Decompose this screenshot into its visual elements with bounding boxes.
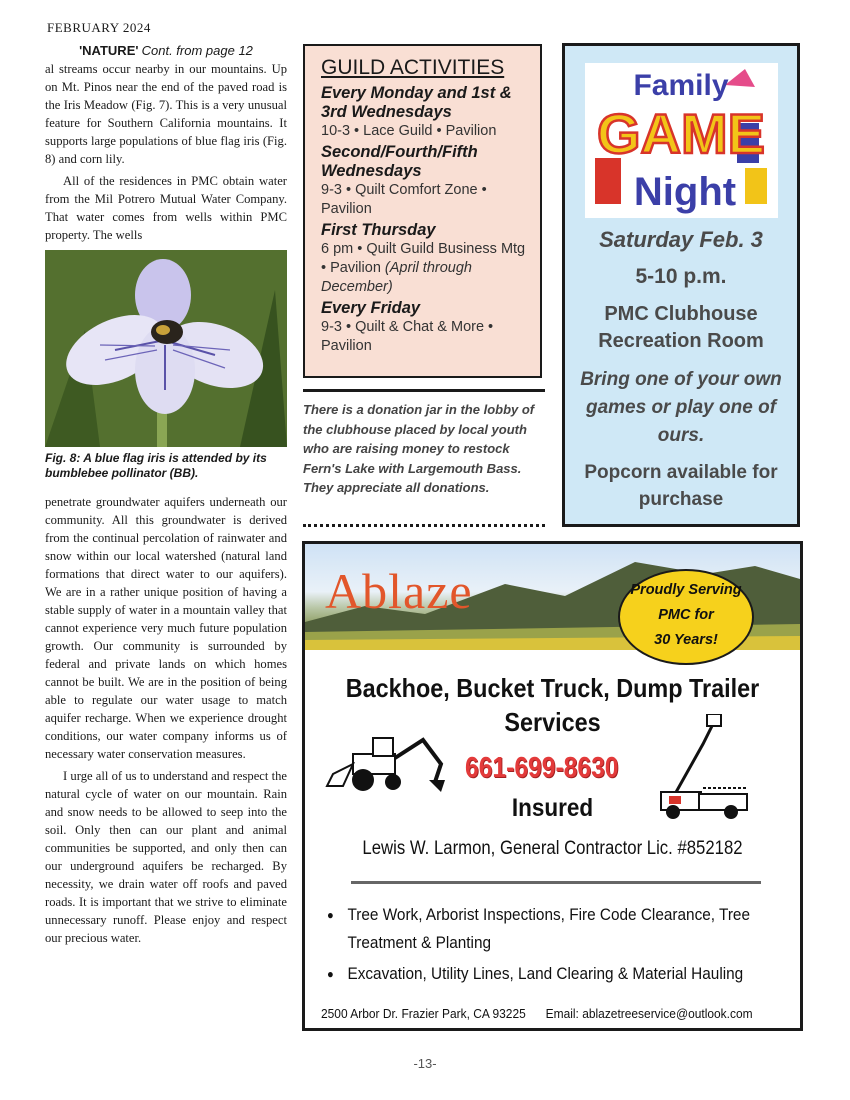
game-night-logo-art [585,63,778,218]
guild-item [321,299,528,356]
badge-line: PMC for [658,607,714,623]
ad-contractor-license: Lewis W. Larmon, General Contractor Lic. #852182 [362,838,743,859]
game-night-location: PMC Clubhouse Recreation Room [598,303,764,352]
ad-services-title: Backhoe, Bucket Truck, Dump Trailer Services [345,673,760,737]
guild-item-schedule: Every Friday [321,299,421,317]
article-paragraph: All of the residences in PMC obtain water from the Mil Potrero Mutual Water Company. That water comes from wells within PMC property. The wells [45,174,287,242]
badge-line: Proudly Serving [630,582,742,598]
continued-from: Cont. from page 12 [141,43,253,58]
iris-illustration [45,250,287,447]
guild-item [321,143,528,219]
ad-brand-name: Ablaze [325,563,473,619]
article-paragraph: al streams occur nearby in our mountains. Up on Mt. Pinos near the end of the paved road is the Iris Meadow (Fig. 7). This is a very unusual feature for Southern California mountains. It supports large populations of blue flag iris (Fig. 8) and corn lily. [45,62,287,166]
photo-caption: Fig. 8: A blue flag iris is attended by its bumblebee pollinator (BB). [45,451,267,480]
logo-word-game: GAME [597,102,765,165]
guild-item-schedule: First Thursday [321,221,436,239]
proudly-serving-badge [618,569,754,665]
guild-item [321,221,528,297]
article-kicker: 'NATURE' [79,43,139,58]
game-night-time: 5-10 p.m. [635,265,727,288]
nature-article [45,42,287,951]
family-game-night-logo [585,63,778,218]
game-night-instructions: Bring one of your own games or play one of ours. [580,369,782,446]
ad-service-item: ● Tree Work, Arborist Inspections, Fire Code Clearance, Tree Treatment & Planting [327,901,755,957]
ablaze-advertisement [302,541,803,1031]
blue-flag-iris-photo [45,250,287,447]
guild-item-detail [321,240,528,297]
guild-item-schedule: Every Monday and 1st & 3rd Wednesdays [321,84,512,121]
game-night-date: Saturday Feb. 3 [599,227,763,252]
ad-address: 2500 Arbor Dr. Frazier Park, CA 93225 [321,1006,526,1021]
guild-item [321,84,528,141]
ad-contact-footer [321,1006,753,1021]
donation-top-rule [303,389,545,392]
badge-line: 30 Years! [654,632,718,648]
article-paragraph: I urge all of us to understand and respect the natural cycle of water on our mountain. Rain and snow needs to be allowed to seep into the soil. Only then can our plant and animal communities be supported, and only then can our underground aquifers be recharged. By necessity, we drain water off roofs and paved roads. It is important that we strive to eliminate unnecessary runoff. Please enjoy and respect our precious water. [45,769,287,945]
guild-item-detail: 10-3 • Lace Guild • Pavilion [321,123,497,139]
guild-item-detail: 9-3 • Quilt Comfort Zone • Pavilion [321,182,487,217]
donation-bottom-rule [303,524,545,527]
donation-notice: There is a donation jar in the lobby of the clubhouse placed by local youth who are raising money to restock Fern's Lake with Largemouth Bass. They appreciate all donations. [303,402,535,495]
game-night-popcorn: Popcorn available for purchase [584,462,778,510]
guild-item-activity: 6 pm • Quilt Guild Business Mtg • Pavilion [321,241,526,276]
article-continuation [45,42,287,60]
game-night-box [562,43,800,527]
guild-item-note: (April through December) [321,260,472,295]
ad-email[interactable]: Email: ablazetreeservice@outlook.com [545,1006,753,1021]
logo-word-night: Night [633,170,737,214]
ad-insured: Insured [511,794,594,822]
ad-services-list [327,901,787,991]
ad-service-item: ● Excavation, Utility Lines, Land Clearing & Material Hauling [327,960,755,988]
issue-date: FEBRUARY 2024 [47,20,151,35]
guild-item-detail: 9-3 • Quilt & Chat & More • Pavilion [321,319,494,354]
backhoe-icon [323,734,455,796]
guild-activities-box [303,44,542,378]
guild-item-schedule: Second/Fourth/Fifth Wednesdays [321,143,478,180]
logo-word-family: Family [633,69,729,102]
page-number: -13- [413,1056,437,1071]
article-paragraph: penetrate groundwater aquifers underneath our community. All this groundwater is derived from the continual percolation of rainwater and snow within our local watershed (natural land formations that direct water to our aquifers). We are in a rather unique position of having a stable supply of water in a mountain valley that cannot experience very much future population growth. Our community is surrounded by federal and private lands on which homes cannot be built. We are in the position of being able to regulate our water usage to match aquifer recharge. When we experience drought conditions, our water company informs us of necessary water conservation measures. [45,495,287,761]
ad-phone-number[interactable]: 661-699-8630 [465,752,619,784]
ad-divider [351,881,761,884]
guild-title: GUILD ACTIVITIES [321,56,505,79]
